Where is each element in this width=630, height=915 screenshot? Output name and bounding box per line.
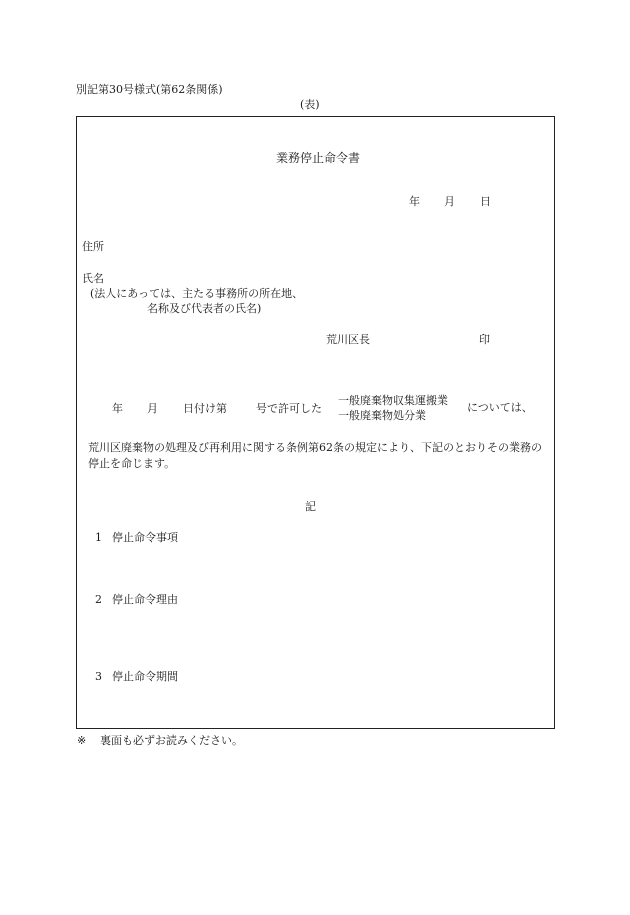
business-type-group xyxy=(338,393,448,423)
footer-note: 裏面も必ずお読みください。 xyxy=(100,734,243,747)
document-title: 業務停止命令書 xyxy=(276,151,361,165)
item-2-label: 停止命令理由 xyxy=(112,593,178,606)
permit-permitted: 号で許可した xyxy=(256,402,322,415)
corp-note-line1: (法人にあっては、主たる事務所の所在地、 xyxy=(90,287,304,300)
side-label: (表) xyxy=(300,98,320,111)
date-month: 月 xyxy=(444,195,455,208)
date-year: 年 xyxy=(409,195,420,208)
body-text: 荒川区廃棄物の処理及び再利用に関する条例第62条の規定により、下記のとおりその業務の停止を命じます。 xyxy=(88,441,542,470)
permit-year: 年 xyxy=(112,402,123,415)
item-1-label: 停止命令事項 xyxy=(112,531,178,544)
business-type-disposal: 一般廃棄物処分業 xyxy=(338,409,426,422)
item-1-number: 1 xyxy=(95,531,102,544)
permit-dated-no: 日付け第 xyxy=(183,402,227,415)
permit-about: については、 xyxy=(467,401,533,414)
notes-heading: 記 xyxy=(305,500,316,513)
date-day: 日 xyxy=(480,195,491,208)
seal-mark: 印 xyxy=(479,333,490,346)
footer-mark: ※ xyxy=(77,734,87,747)
name-label: 氏名 xyxy=(82,272,104,285)
corp-note-line2: 名称及び代表者の氏名) xyxy=(147,302,262,315)
item-2-number: 2 xyxy=(95,593,102,606)
item-3-number: 3 xyxy=(95,670,102,683)
address-label: 住所 xyxy=(82,240,104,253)
issuer: 荒川区長 xyxy=(326,333,370,346)
permit-month: 月 xyxy=(147,402,158,415)
form-number: 別記第30号様式(第62条関係) xyxy=(76,83,223,96)
business-type-collection: 一般廃棄物収集運搬業 xyxy=(338,394,448,407)
item-3-label: 停止命令期間 xyxy=(112,670,178,683)
